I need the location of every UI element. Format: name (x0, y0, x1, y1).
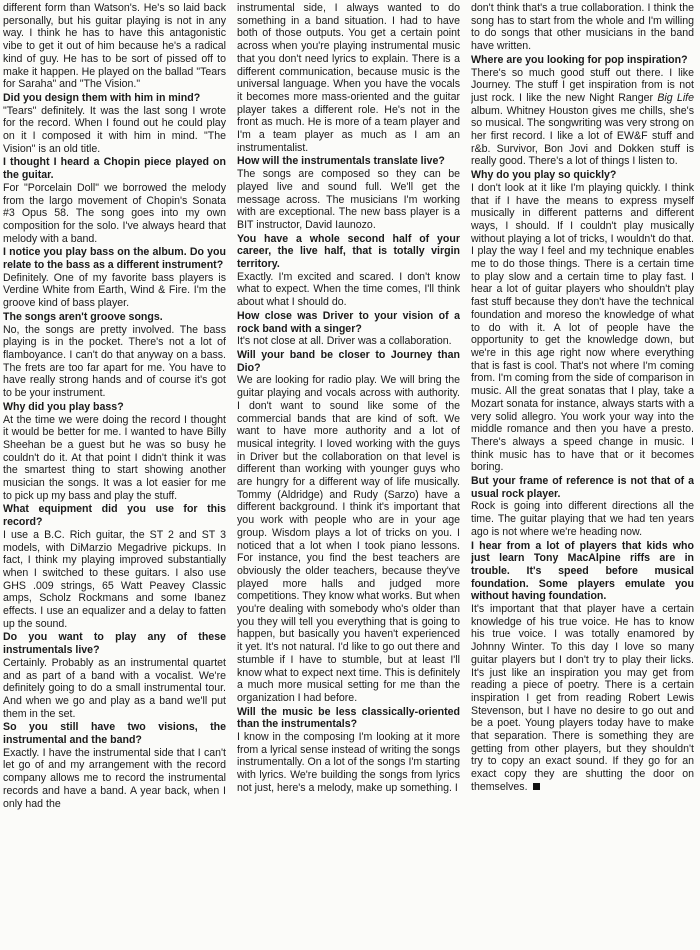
interview-answer: Certainly. Probably as an instrumental quartet and as part of a band with a vocalist. We're definitely going to do a small instrumental tour. And when we go and play as a band we'll put them in the set. (3, 656, 226, 720)
album-title: Big Life (657, 91, 694, 104)
interview-question: The songs aren't groove songs. (3, 310, 163, 323)
interview-question: I thought I heard a Chopin piece played on the guitar. (3, 156, 226, 182)
text-column-3 (471, 2, 694, 950)
interview-question: You have a whole second half of your career, the live half, that is totally virgin territory. (237, 232, 460, 271)
interview-question: Where are you looking for pop inspiration? (471, 53, 688, 66)
interview-answer: It's important that that player have a certain knowledge of his true voice. He has to know his true voice. I was totally enamored by Johnny Winter. To this day I love so many guitar players but I don't try to play their licks. It's just like an inspiration you may get from reading a piece of poetry. There is a certain inspiration I get from reading Robert Lewis Stevenson, but I have no desire to go out and be a poet. Young players today have to make that separation. There is something they are getting from other players, but they shouldn't try to copy an exact sound. If they go for an exact copy they are shutting the door on themselves. (471, 603, 694, 793)
interview-answer: There's so much good stuff out there. I like Journey. The stuff I get inspiration from is not just rock. I like the new Night Ranger Big Life album. Whitney Houston gives me chills, she's so musical. The songwriting was very strong on her first record. I like a lot of EW&F stuff and r&b. Survivor, Bon Jovi and Dokken stuff is really good. There's a lot of things I listen to. (471, 66, 694, 168)
interview-question: Why did you play bass? (3, 400, 124, 413)
interview-question: How close was Driver to your vision of a rock band with a singer? (237, 309, 460, 335)
interview-answer: Rock is going into different directions all the time. The guitar playing that we had ten years ago is not where we're heading now. (471, 500, 694, 538)
interview-answer: different form than Watson's. He's so laid back personally, but his guitar playing is not in any way. I think he has to have this antagonistic vibe to get it out of him because he's a radical kind of guy. He has to be sort of pissed off to make it happen. He played on the ballad "Tears for Saraha" and "The Vision." (3, 2, 226, 91)
interview-question: Why do you play so quickly? (471, 169, 617, 182)
interview-answer: I don't look at it like I'm playing quickly. I think that if I have the means to express myself musically in different patterns and different ways, I should. If I couldn't play musically without playing a lot of tricks, I wouldn't do that. I play the way I feel and my technique enables me to do those things. There is a certain time to play slow and a certain time to play fast. I hear a lot of guitar players who shouldn't play fast stuff because they don't have the technical foundation and moreso the knowledge of what to do with it. A lot of people have the opportunity to get the knowledge down, but we're in this age right now where everything that is fast is cool. That's not where I'm coming from. I'm coming from the side of comparison in music. All the great sonatas that I play, take a Mozart sonata for instance, always starts with a very solid allegro. You work your way into the middle romance and then you have a presto. There's always a speed change in music. I think music has to have that or it becomes boring. (471, 181, 694, 474)
interview-question: But your frame of reference is not that of a usual rock player. (471, 475, 694, 500)
interview-answer: At the time we were doing the record I thought it would be better for me. I wanted to have Billy Sheehan be a guest but he was so busy he couldn't do it. At that point I didn't think it was the smartest thing to start showing another musician the songs. It was a lot easier for me to pick up my bass and play the stuff. (3, 413, 226, 502)
interview-answer: It's not close at all. Driver was a collaboration. (237, 335, 452, 348)
interview-question: Will the music be less classically-oriented than the instrumentals? (237, 705, 460, 731)
interview-answer: Exactly. I'm excited and scared. I don't know what to expect. When the time comes, I'll think about what I should do. (237, 270, 460, 309)
interview-answer: No, the songs are pretty involved. The bass playing is in the pocket. There's not a lot of flamboyance. I can't do that anyway on a bass. The frets are too far apart for me. You have to have really strong hands and of course it's got to be your instrument. (3, 323, 226, 400)
interview-question: I hear from a lot of players that kids who just learn Tony MacAlpine riffs are in trouble. It's speed before musical foundation. Some players emulate you without having foundation. (471, 539, 694, 603)
interview-question: Did you design them with him in mind? (3, 91, 201, 104)
interview-answer: Exactly. I have the instrumental side that I can't let go of and my arrangement with the record company allows me to record the instrumental records and have a band. A year back, when I only had the (3, 746, 226, 810)
interview-answer: I know in the composing I'm looking at it more from a lyrical sense instead of writing the songs instrumentally. On a lot of the songs I'm starting with lyrics. We're building the songs from lyrics not just, here's a melody, make up something. I (237, 731, 460, 794)
interview-answer: Definitely. One of my favorite bass players is Verdine White from Earth, Wind & Fire. I'm the groove kind of bass player. (3, 271, 226, 310)
interview-question: Do you want to play any of these instrumentals live? (3, 631, 226, 657)
interview-question: What equipment did you use for this record? (3, 503, 226, 529)
interview-answer: The songs are composed so they can be played live and sound full. We'll get the message across. The musicians I'm working with are exceptional. The new bass player is a BIT instructor, David Iaunozo. (237, 168, 460, 231)
text-column-2 (237, 2, 460, 950)
interview-question: I notice you play bass on the album. Do you relate to the bass as a different instrument? (3, 246, 226, 272)
end-mark-icon (533, 783, 540, 790)
interview-answer: "Tears" definitely. It was the last song I wrote for the record. When I found out he could play on it I composed it with him in mind. "The Vision" is an old title. (3, 104, 226, 155)
interview-answer: instrumental side, I always wanted to do something in a band situation. I had to have both of those outputs. You get a certain point across when you're playing instrumental music that you don't need lyrics to explain. There is a different communication, because music is the universal language. When you have the vocals it becomes more mass-oriented and the guitar player takes a different role. He's not in the front as much. He is more of a team player and I'm a team player as much as I am an instrumentalist. (237, 2, 460, 154)
interview-answer: don't think that's a true collaboration. I think the song has to start from the whole and I'm willing to do songs that other musicians in the band have written. (471, 2, 694, 53)
interview-answer: We are looking for radio play. We will bring the guitar playing and vocals across with authority. I don't want to sound like some of the commercial bands that are kind of soft. We want to have more authority and a lot of musical integrity. I loved working with the guys in Driver but the collaboration on that level is different than working with younger guys who are hungry for a different way of life musically. Tommy (Aldridge) and Rudy (Sarzo) have a different background. I think it's important that you work with people who are in your age group. Wisdom plays a lot of tricks on you. I noticed that a lot when I took piano lessons. For instance, you find the best teachers are obviously the older teachers, because they've played more halls and judged more competitions. They know what works. But when you're dealing with somebody who's older than you they will tell you everything that is going to happen, but basically you haven't experienced it yet. It's not natural. I'd like to go out there and stumble if I have to stumble, but at least I'll know what to expect next time. This is definitely a much more musical setting for me than the organization I had before. (237, 374, 460, 704)
text-column-1 (3, 2, 226, 950)
interview-question: How will the instrumentals translate live? (237, 155, 445, 168)
interview-question: So you still have two visions, the instrumental and the band? (3, 721, 226, 747)
interview-answer: I use a B.C. Rich guitar, the ST 2 and ST 3 models, with DiMarzio Megadrive pickups. In fact, I think my playing improved substantially when I switched to these guitars. I also use GHS .009 strings, 65 Watt Peavey Classic amps, Scholz Rockmans and some Ibanez effects. I use an equalizer and a delay to fatten up the sound. (3, 528, 226, 630)
interview-question: Will your band be closer to Journey than Dio? (237, 348, 460, 374)
interview-answer: For "Porcelain Doll" we borrowed the melody from the largo movement of Chopin's Sonata #3 Opus 58. The song goes into my own composition for the solo. I've always heard that melody with a band. (3, 181, 226, 245)
